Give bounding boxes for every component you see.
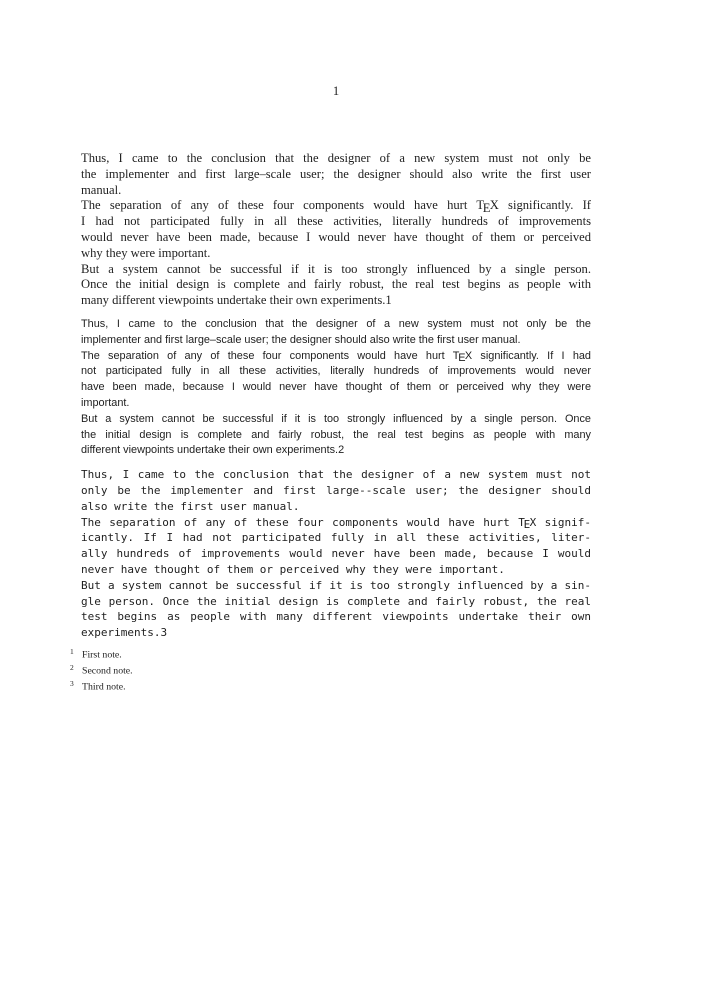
text-line: the initial design is complete and fairly robust, the real test begins as people with many: [81, 428, 591, 441]
text-line: have been made, because I would never have thought of them or perceived why they were: [81, 381, 591, 394]
tex-logo: TEX: [476, 198, 499, 216]
footnote-marker: 3: [70, 679, 74, 689]
text-line: also write the first user manual.: [81, 499, 300, 513]
text-line: ally hundreds of improvements would never have been made, because I would: [81, 547, 591, 561]
text-line: I had not participated fully in all these activities, literally hundreds of improvements: [81, 214, 591, 229]
roman-text-block: [81, 151, 591, 309]
text-line: But a system cannot be successful if it is too strongly influenced by a sin-: [81, 578, 591, 592]
text-line: The separation of any of these four components would have hurt TEX significantly. If I had: [81, 349, 591, 364]
text-line: the implementer and first large–scale user; the designer should also write the first user: [81, 166, 591, 181]
text-line: many different viewpoints undertake their own experiments.1: [81, 293, 392, 308]
tex-logo: TEX: [452, 349, 473, 364]
footnote: [70, 662, 591, 678]
text-line: experiments.3: [81, 626, 168, 640]
text-line: would never have been made, because I would never have thought of them or perceived: [81, 229, 591, 244]
tex-logo: TEX: [518, 515, 537, 531]
footnote: [70, 646, 591, 662]
footnote-text: Third note.: [82, 681, 126, 693]
text-line: Once the initial design is complete and fairly robust, the real test begins as people with: [81, 277, 591, 292]
tex-logo-lowered-e: E: [482, 201, 491, 216]
text-line: why they were important.: [81, 245, 211, 260]
tex-logo-lowered-e: E: [458, 351, 466, 364]
tex-logo-lowered-e: E: [523, 517, 531, 531]
footnote: [70, 678, 591, 694]
text-line: But a system cannot be successful if it is too strongly influenced by a single person.: [81, 261, 591, 276]
footnote-text: Second note.: [82, 665, 133, 677]
text-line: never have thought of them or perceived why they were important.: [81, 562, 505, 576]
text-line: important.: [81, 396, 130, 409]
text-line: The separation of any of these four components would have hurt TEX signif-: [81, 515, 591, 531]
sans-serif-text-block: [81, 317, 591, 459]
text-line: different viewpoints undertake their own experiments.2: [81, 444, 345, 457]
text-line: Thus, I came to the conclusion that the designer of a new system must not only be: [81, 151, 591, 165]
text-line: The separation of any of these four components would have hurt TEX significantly. If: [81, 198, 591, 216]
footnote-marker: 2: [70, 663, 74, 673]
text-line: Thus, I came to the conclusion that the designer of a new system must not: [81, 468, 591, 482]
typewriter-text-block: [81, 467, 591, 641]
text-line: not participated fully in all these activities, literally hundreds of improvements would never: [81, 365, 591, 378]
text-body: [81, 151, 591, 641]
text-line: manual.: [81, 182, 122, 197]
text-line: But a system cannot be successful if it is too strongly influenced by a single person. Once: [81, 412, 591, 425]
text-line: Thus, I came to the conclusion that the designer of a new system must not only be the: [81, 317, 591, 330]
text-line: only be the implementer and first large--scale user; the designer should: [81, 483, 591, 497]
text-line: test begins as people with many different viewpoints undertake their own: [81, 610, 591, 624]
footnote-text: First note.: [82, 649, 122, 661]
text-line: gle person. Once the initial design is complete and fairly robust, the real: [81, 594, 591, 608]
text-line: implementer and first large–scale user; the designer should also write the first user manual.: [81, 333, 521, 346]
page-number: 1: [332, 84, 340, 98]
footnote-marker: 1: [70, 647, 74, 656]
footnotes-section: [70, 646, 591, 694]
text-line: icantly. If I had not participated fully in all these activities, liter-: [81, 531, 591, 545]
